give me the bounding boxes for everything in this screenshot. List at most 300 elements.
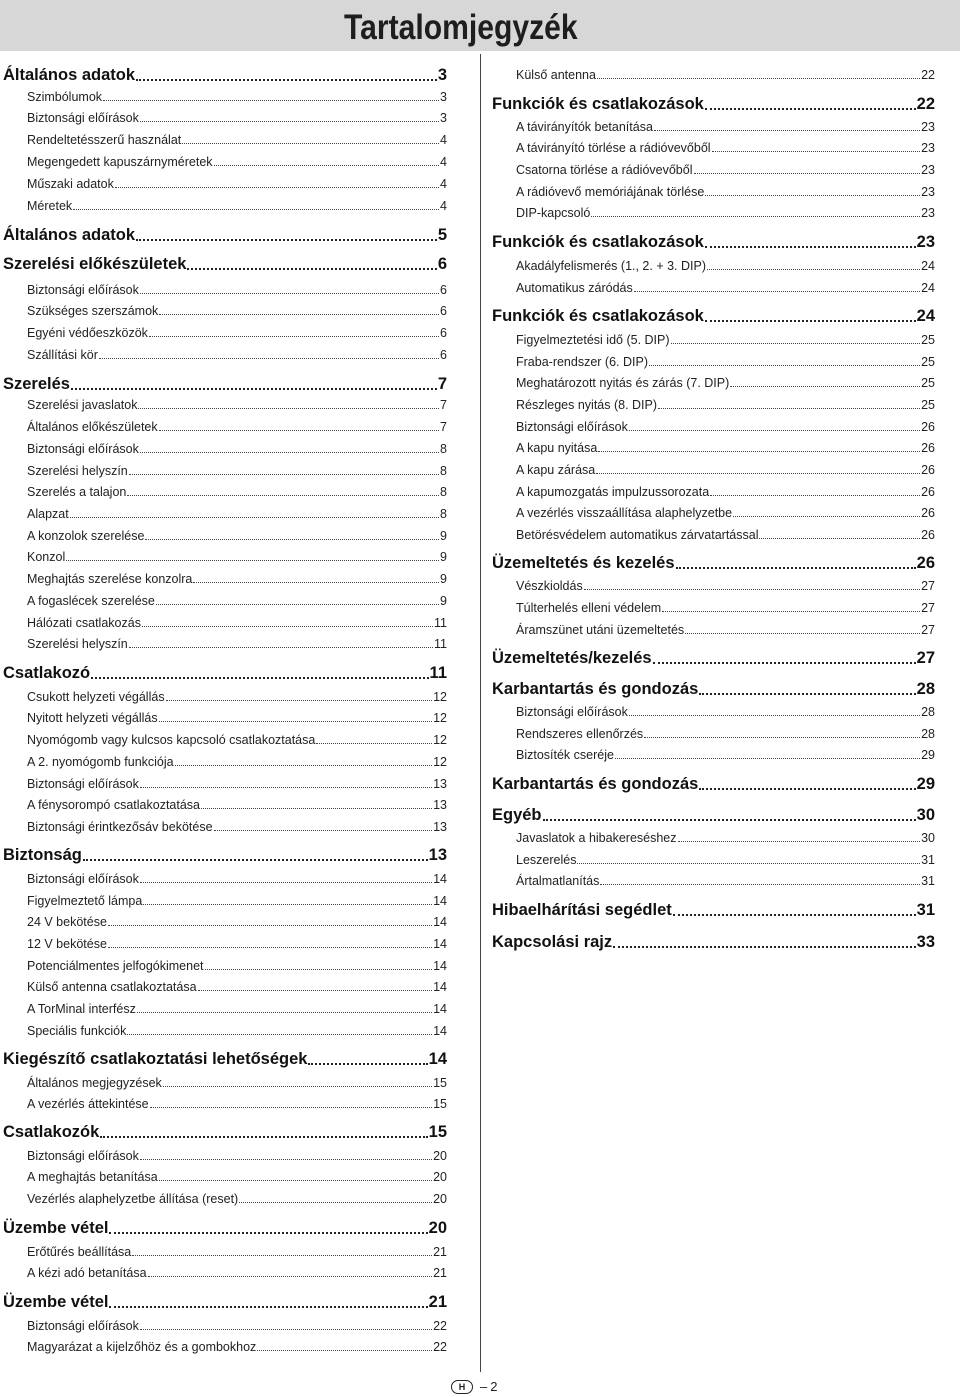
toc-entry-title: Funkciók és csatlakozások — [492, 307, 704, 325]
toc-entry-page: 6 — [440, 304, 447, 318]
toc-section-entry — [492, 774, 935, 794]
toc-subsection-entry — [27, 110, 447, 126]
toc-entry-title: Üzembe vétel — [3, 1219, 109, 1237]
toc-entry-page: 14 — [433, 1002, 447, 1016]
toc-subsection-entry — [27, 710, 447, 726]
toc-section-entry — [3, 225, 447, 245]
toc-dot-leader — [699, 693, 915, 695]
toc-subsection-entry — [27, 303, 447, 319]
toc-entry-page: 24 — [921, 259, 935, 273]
toc-entry-title: Leszerelés — [516, 853, 577, 867]
toc-entry-title: Külső antenna csatlakoztatása — [27, 980, 197, 994]
toc-entry-title: A kapu zárása — [516, 463, 596, 477]
toc-dot-leader — [591, 216, 920, 217]
toc-entry-page: 15 — [433, 1097, 447, 1111]
toc-entry-page: 24 — [916, 307, 935, 325]
toc-subsection-entry — [27, 419, 447, 435]
toc-entry-title: Hálózati csatlakozás — [27, 616, 141, 630]
toc-entry-page: 28 — [916, 680, 935, 698]
toc-entry-page: 7 — [437, 375, 447, 393]
toc-subsection-entry — [516, 162, 935, 178]
toc-subsection-entry — [516, 726, 935, 742]
toc-dot-leader — [163, 1086, 432, 1087]
toc-dot-leader — [127, 495, 439, 496]
page-title: Tartalomjegyzék — [344, 8, 578, 47]
toc-entry-title: Szállítási kör — [27, 348, 98, 362]
toc-dot-leader — [543, 819, 916, 821]
toc-subsection-entry — [27, 1169, 447, 1185]
toc-entry-title: A kapumozgatás impulzussorozata — [516, 485, 710, 499]
toc-dot-leader — [73, 209, 439, 210]
toc-entry-title: Karbantartás és gondozás — [492, 680, 699, 698]
toc-dot-leader — [613, 946, 916, 948]
toc-entry-title: Biztonsági érintkezősáv bekötése — [27, 820, 213, 834]
toc-dot-leader — [140, 1159, 432, 1160]
toc-dot-leader — [730, 386, 920, 387]
toc-dot-leader — [100, 1136, 427, 1138]
toc-entry-page: 26 — [921, 441, 935, 455]
toc-entry-title: Biztonsági előírások — [27, 283, 139, 297]
toc-entry-page: 13 — [433, 820, 447, 834]
toc-dot-leader — [159, 721, 432, 722]
toc-entry-page: 4 — [440, 155, 447, 169]
toc-entry-page: 29 — [916, 775, 935, 793]
toc-subsection-entry — [27, 1096, 447, 1112]
toc-entry-title: Szerelés — [3, 375, 70, 393]
toc-section-entry — [492, 679, 935, 699]
toc-dot-leader — [66, 560, 439, 561]
toc-entry-page: 31 — [921, 874, 935, 888]
toc-subsection-entry — [516, 184, 935, 200]
toc-entry-title: Ártalmatlanítás — [516, 874, 600, 888]
toc-entry-page: 14 — [433, 937, 447, 951]
toc-dot-leader — [676, 567, 916, 569]
toc-entry-page: 6 — [440, 348, 447, 362]
toc-dot-leader — [140, 293, 439, 294]
toc-subsection-entry — [27, 571, 447, 587]
toc-dot-leader — [83, 859, 428, 861]
toc-dot-leader — [712, 151, 921, 152]
toc-entry-page: 15 — [433, 1076, 447, 1090]
toc-entry-page: 25 — [921, 355, 935, 369]
toc-subsection-entry — [516, 280, 935, 296]
toc-dot-leader — [596, 473, 920, 474]
toc-dot-leader — [678, 841, 921, 842]
toc-dot-leader — [136, 239, 437, 241]
toc-entry-title: Szimbólumok — [27, 90, 103, 104]
toc-entry-title: Szerelés a talajon — [27, 485, 127, 499]
toc-entry-page: 21 — [428, 1293, 447, 1311]
toc-entry-page: 14 — [428, 1050, 447, 1068]
toc-entry-title: Csukott helyzeti végállás — [27, 690, 165, 704]
toc-entry-page: 9 — [440, 594, 447, 608]
toc-entry-page: 14 — [433, 915, 447, 929]
toc-entry-title: A fogaslécek szerelése — [27, 594, 155, 608]
toc-entry-title: Magyarázat a kijelzőhöz és a gombokhoz — [27, 1340, 257, 1354]
toc-section-entry — [492, 932, 935, 952]
toc-subsection-entry — [516, 830, 935, 846]
toc-entry-title: Funkciók és csatlakozások — [492, 95, 704, 113]
toc-entry-page: 25 — [921, 333, 935, 347]
toc-subsection-entry — [27, 198, 447, 214]
toc-dot-leader — [662, 611, 920, 612]
toc-subsection-entry — [27, 958, 447, 974]
toc-subsection-entry — [27, 1339, 447, 1355]
toc-dot-leader — [634, 291, 920, 292]
toc-dot-leader — [705, 246, 916, 248]
toc-entry-title: Szerelési előkészületek — [3, 255, 187, 273]
toc-entry-page: 25 — [921, 398, 935, 412]
toc-entry-page: 14 — [433, 894, 447, 908]
toc-dot-leader — [91, 677, 428, 679]
toc-entry-title: Szerelési helyszín — [27, 464, 128, 478]
toc-subsection-entry — [516, 873, 935, 889]
toc-section-entry — [3, 254, 447, 274]
footer-dash: – — [480, 1379, 488, 1394]
toc-entry-page: 4 — [440, 133, 447, 147]
toc-subsection-entry — [27, 1191, 447, 1207]
toc-subsection-entry — [27, 871, 447, 887]
toc-dot-leader — [193, 582, 439, 583]
toc-entry-page: 8 — [440, 464, 447, 478]
toc-entry-page: 33 — [916, 933, 935, 951]
toc-dot-leader — [103, 100, 439, 101]
toc-entry-page: 6 — [440, 283, 447, 297]
toc-entry-title: Egyéb — [492, 806, 542, 824]
page-number: 2 — [490, 1379, 498, 1394]
toc-entry-page: 15 — [428, 1123, 447, 1141]
toc-entry-page: 12 — [433, 733, 447, 747]
toc-dot-leader — [257, 1350, 432, 1351]
toc-entry-page: 12 — [433, 755, 447, 769]
toc-entry-page: 28 — [921, 727, 935, 741]
toc-dot-leader — [187, 268, 436, 270]
toc-section-entry — [492, 900, 935, 920]
toc-entry-title: Rendszeres ellenőrzés — [516, 727, 644, 741]
toc-subsection-entry — [27, 689, 447, 705]
toc-subsection-entry — [27, 484, 447, 500]
toc-entry-page: 23 — [921, 163, 935, 177]
toc-subsection-entry — [27, 914, 447, 930]
toc-entry-page: 31 — [921, 853, 935, 867]
toc-dot-leader — [214, 830, 433, 831]
toc-entry-page: 5 — [437, 226, 447, 244]
toc-entry-page: 6 — [440, 326, 447, 340]
toc-entry-title: Potenciálmentes jelfogókimenet — [27, 959, 204, 973]
toc-dot-leader — [109, 1306, 427, 1308]
toc-entry-title: A kapu nyitása — [516, 441, 598, 455]
toc-dot-leader — [149, 336, 439, 337]
toc-dot-leader — [316, 743, 432, 744]
toc-entry-title: Konzol — [27, 550, 66, 564]
toc-entry-title: Üzemeltetés és kezelés — [492, 554, 675, 572]
toc-subsection-entry — [27, 1001, 447, 1017]
toc-entry-page: 4 — [440, 177, 447, 191]
toc-entry-page: 26 — [921, 528, 935, 542]
toc-entry-page: 8 — [440, 442, 447, 456]
toc-dot-leader — [705, 320, 916, 322]
toc-subsection-entry — [27, 754, 447, 770]
toc-dot-leader — [759, 538, 920, 539]
toc-entry-title: A távirányító törlése a rádióvevőből — [516, 141, 711, 155]
toc-entry-page: 3 — [440, 111, 447, 125]
toc-entry-title: Szerelési helyszín — [27, 637, 128, 651]
toc-entry-page: 22 — [433, 1319, 447, 1333]
toc-subsection-entry — [516, 622, 935, 638]
toc-entry-title: Nyomógomb vagy kulcsos kapcsoló csatlakoztatása — [27, 733, 316, 747]
toc-entry-title: Általános adatok — [3, 226, 136, 244]
toc-entry-title: Külső antenna — [516, 68, 596, 82]
toc-dot-leader — [705, 195, 920, 196]
toc-dot-leader — [182, 143, 439, 144]
toc-dot-leader — [658, 408, 920, 409]
toc-entry-title: Csatlakozó — [3, 664, 91, 682]
toc-subsection-entry — [516, 505, 935, 521]
toc-dot-leader — [136, 79, 437, 81]
toc-entry-page: 13 — [433, 777, 447, 791]
toc-entry-page: 14 — [433, 959, 447, 973]
toc-entry-page: 14 — [433, 980, 447, 994]
toc-entry-page: 26 — [921, 463, 935, 477]
toc-dot-leader — [699, 788, 915, 790]
toc-entry-title: Nyitott helyzeti végállás — [27, 711, 158, 725]
toc-entry-page: 27 — [921, 579, 935, 593]
toc-entry-page: 21 — [433, 1245, 447, 1259]
toc-subsection-entry — [516, 205, 935, 221]
toc-dot-leader — [143, 904, 432, 905]
toc-dot-leader — [629, 715, 920, 716]
toc-entry-title: Funkciók és csatlakozások — [492, 233, 704, 251]
toc-entry-page: 13 — [428, 846, 447, 864]
toc-entry-title: Üzembe vétel — [3, 1293, 109, 1311]
toc-dot-leader — [671, 343, 921, 344]
toc-entry-title: Karbantartás és gondozás — [492, 775, 699, 793]
toc-subsection-entry — [27, 819, 447, 835]
toc-entry-title: Figyelmeztetési idő (5. DIP) — [516, 333, 670, 347]
toc-dot-leader — [629, 430, 920, 431]
toc-subsection-entry — [27, 154, 447, 170]
toc-subsection-entry — [27, 176, 447, 192]
toc-dot-leader — [140, 1329, 432, 1330]
toc-entry-page: 29 — [921, 748, 935, 762]
toc-entry-page: 22 — [921, 68, 935, 82]
toc-entry-title: Műszaki adatok — [27, 177, 114, 191]
toc-entry-title: Fraba-rendszer (6. DIP) — [516, 355, 648, 369]
toc-subsection-entry — [516, 397, 935, 413]
toc-entry-page: 28 — [921, 705, 935, 719]
toc-entry-title: Meghatározott nyitás és zárás (7. DIP) — [516, 376, 730, 390]
toc-dot-leader — [156, 604, 439, 605]
toc-subsection-entry — [516, 704, 935, 720]
toc-entry-title: Csatlakozók — [3, 1123, 100, 1141]
toc-subsection-entry — [516, 119, 935, 135]
toc-dot-leader — [159, 314, 439, 315]
toc-dot-leader — [109, 1232, 427, 1234]
toc-dot-leader — [694, 173, 921, 174]
toc-entry-title: A konzolok szerelése — [27, 529, 145, 543]
toc-entry-title: Egyéni védőeszközök — [27, 326, 148, 340]
toc-dot-leader — [108, 947, 432, 948]
toc-entry-page: 24 — [921, 281, 935, 295]
toc-subsection-entry — [27, 1148, 447, 1164]
toc-subsection-entry — [516, 419, 935, 435]
toc-entry-page: 20 — [433, 1149, 447, 1163]
toc-subsection-entry — [27, 347, 447, 363]
toc-entry-title: Általános megjegyzések — [27, 1076, 162, 1090]
toc-entry-page: 12 — [433, 711, 447, 725]
toc-entry-page: 23 — [921, 206, 935, 220]
toc-dot-leader — [140, 121, 439, 122]
toc-dot-leader — [140, 787, 432, 788]
toc-entry-page: 22 — [916, 95, 935, 113]
toc-entry-title: Csatorna törlése a rádióvevőből — [516, 163, 693, 177]
toc-entry-title: Biztonsági előírások — [516, 705, 628, 719]
toc-subsection-entry — [27, 615, 447, 631]
toc-entry-page: 7 — [440, 398, 447, 412]
toc-dot-leader — [649, 365, 920, 366]
toc-dot-leader — [673, 914, 916, 916]
toc-entry-page: 21 — [433, 1266, 447, 1280]
toc-dot-leader — [159, 1180, 432, 1181]
toc-entry-title: Biztonsági előírások — [27, 1149, 139, 1163]
toc-entry-page: 9 — [440, 529, 447, 543]
toc-dot-leader — [644, 737, 920, 738]
toc-entry-page: 20 — [433, 1192, 447, 1206]
toc-entry-page: 20 — [433, 1170, 447, 1184]
toc-dot-leader — [707, 269, 920, 270]
toc-entry-page: 27 — [921, 601, 935, 615]
toc-subsection-entry — [27, 549, 447, 565]
toc-entry-page: 14 — [433, 872, 447, 886]
toc-entry-page: 27 — [916, 649, 935, 667]
toc-entry-page: 30 — [921, 831, 935, 845]
toc-entry-title: 24 V bekötése — [27, 915, 107, 929]
toc-entry-title: Biztonsági előírások — [27, 872, 139, 886]
toc-entry-page: 23 — [921, 120, 935, 134]
toc-dot-leader — [115, 187, 439, 188]
toc-subsection-entry — [27, 797, 447, 813]
toc-entry-title: Betörésvédelem automatikus zárvatartással — [516, 528, 759, 542]
toc-entry-title: Kapcsolási rajz — [492, 933, 613, 951]
toc-section-entry — [492, 553, 935, 573]
toc-entry-page: 23 — [921, 141, 935, 155]
toc-entry-title: DIP-kapcsoló — [516, 206, 591, 220]
toc-subsection-entry — [516, 484, 935, 500]
toc-subsection-entry — [27, 893, 447, 909]
toc-dot-leader — [108, 925, 432, 926]
toc-entry-title: Általános előkészületek — [27, 420, 158, 434]
toc-entry-title: Szükséges szerszámok — [27, 304, 159, 318]
toc-entry-title: Túlterhelés elleni védelem — [516, 601, 662, 615]
toc-subsection-entry — [27, 325, 447, 341]
toc-entry-title: A TorMinal interfész — [27, 1002, 136, 1016]
toc-entry-page: 8 — [440, 507, 447, 521]
toc-entry-page: 20 — [428, 1219, 447, 1237]
toc-dot-leader — [159, 430, 439, 431]
toc-subsection-entry — [27, 463, 447, 479]
toc-dot-leader — [308, 1063, 427, 1065]
toc-dot-leader — [150, 1107, 432, 1108]
toc-entry-page: 26 — [921, 485, 935, 499]
toc-entry-title: Biztonsági előírások — [27, 777, 139, 791]
toc-entry-title: Biztosíték cseréje — [516, 748, 614, 762]
toc-entry-title: Üzemeltetés/kezelés — [492, 649, 652, 667]
toc-dot-leader — [615, 758, 920, 759]
toc-entry-title: Méretek — [27, 199, 73, 213]
toc-section-entry — [3, 663, 447, 683]
toc-section-entry — [3, 1218, 447, 1238]
toc-entry-page: 26 — [921, 506, 935, 520]
toc-subsection-entry — [516, 258, 935, 274]
toc-entry-page: 9 — [440, 572, 447, 586]
toc-section-entry — [492, 648, 935, 668]
toc-entry-title: Áramszünet utáni üzemeltetés — [516, 623, 685, 637]
toc-entry-page: 11 — [434, 637, 447, 651]
toc-entry-title: Megengedett kapuszárnyméretek — [27, 155, 213, 169]
toc-entry-title: A vezérlés visszaállítása alaphelyzetbe — [516, 506, 733, 520]
toc-entry-page: 12 — [433, 690, 447, 704]
toc-entry-title: A távirányítók betanítása — [516, 120, 653, 134]
toc-dot-leader — [653, 662, 916, 664]
toc-dot-leader — [577, 863, 920, 864]
toc-subsection-entry — [27, 282, 447, 298]
toc-entry-page: 11 — [434, 616, 447, 630]
toc-subsection-entry — [516, 332, 935, 348]
toc-subsection-entry — [27, 776, 447, 792]
toc-section-entry — [3, 65, 447, 85]
toc-subsection-entry — [27, 1265, 447, 1281]
toc-entry-title: Speciális funkciók — [27, 1024, 127, 1038]
toc-subsection-entry — [27, 593, 447, 609]
toc-subsection-entry — [516, 462, 935, 478]
toc-entry-page: 30 — [916, 806, 935, 824]
toc-entry-page: 27 — [921, 623, 935, 637]
toc-dot-leader — [99, 358, 439, 359]
toc-subsection-entry — [27, 732, 447, 748]
toc-entry-title: A fénysorompó csatlakoztatása — [27, 798, 201, 812]
toc-entry-title: Hibaelhárítási segédlet — [492, 901, 672, 919]
toc-dot-leader — [129, 647, 433, 648]
toc-dot-leader — [175, 765, 432, 766]
toc-subsection-entry — [27, 1318, 447, 1334]
toc-entry-title: Javaslatok a hibakereséshez — [516, 831, 677, 845]
toc-dot-leader — [129, 474, 439, 475]
toc-subsection-entry — [516, 747, 935, 763]
toc-dot-leader — [584, 589, 920, 590]
toc-entry-page: 11 — [429, 664, 447, 682]
toc-subsection-entry — [516, 140, 935, 156]
toc-dot-leader — [140, 452, 439, 453]
toc-subsection-entry — [516, 852, 935, 868]
toc-entry-page: 3 — [437, 66, 447, 84]
toc-subsection-entry — [27, 441, 447, 457]
toc-section-entry — [492, 306, 935, 326]
toc-subsection-entry — [27, 1075, 447, 1091]
toc-entry-page: 4 — [440, 199, 447, 213]
toc-entry-page: 23 — [921, 185, 935, 199]
toc-entry-page: 3 — [440, 90, 447, 104]
toc-dot-leader — [138, 408, 439, 409]
toc-dot-leader — [598, 451, 920, 452]
toc-subsection-entry — [516, 67, 935, 83]
toc-dot-leader — [70, 517, 439, 518]
toc-subsection-entry — [27, 1244, 447, 1260]
toc-subsection-entry — [516, 600, 935, 616]
toc-subsection-entry — [27, 528, 447, 544]
toc-entry-title: Kiegészítő csatlakoztatási lehetőségek — [3, 1050, 308, 1068]
toc-dot-leader — [166, 700, 433, 701]
toc-dot-leader — [600, 884, 920, 885]
